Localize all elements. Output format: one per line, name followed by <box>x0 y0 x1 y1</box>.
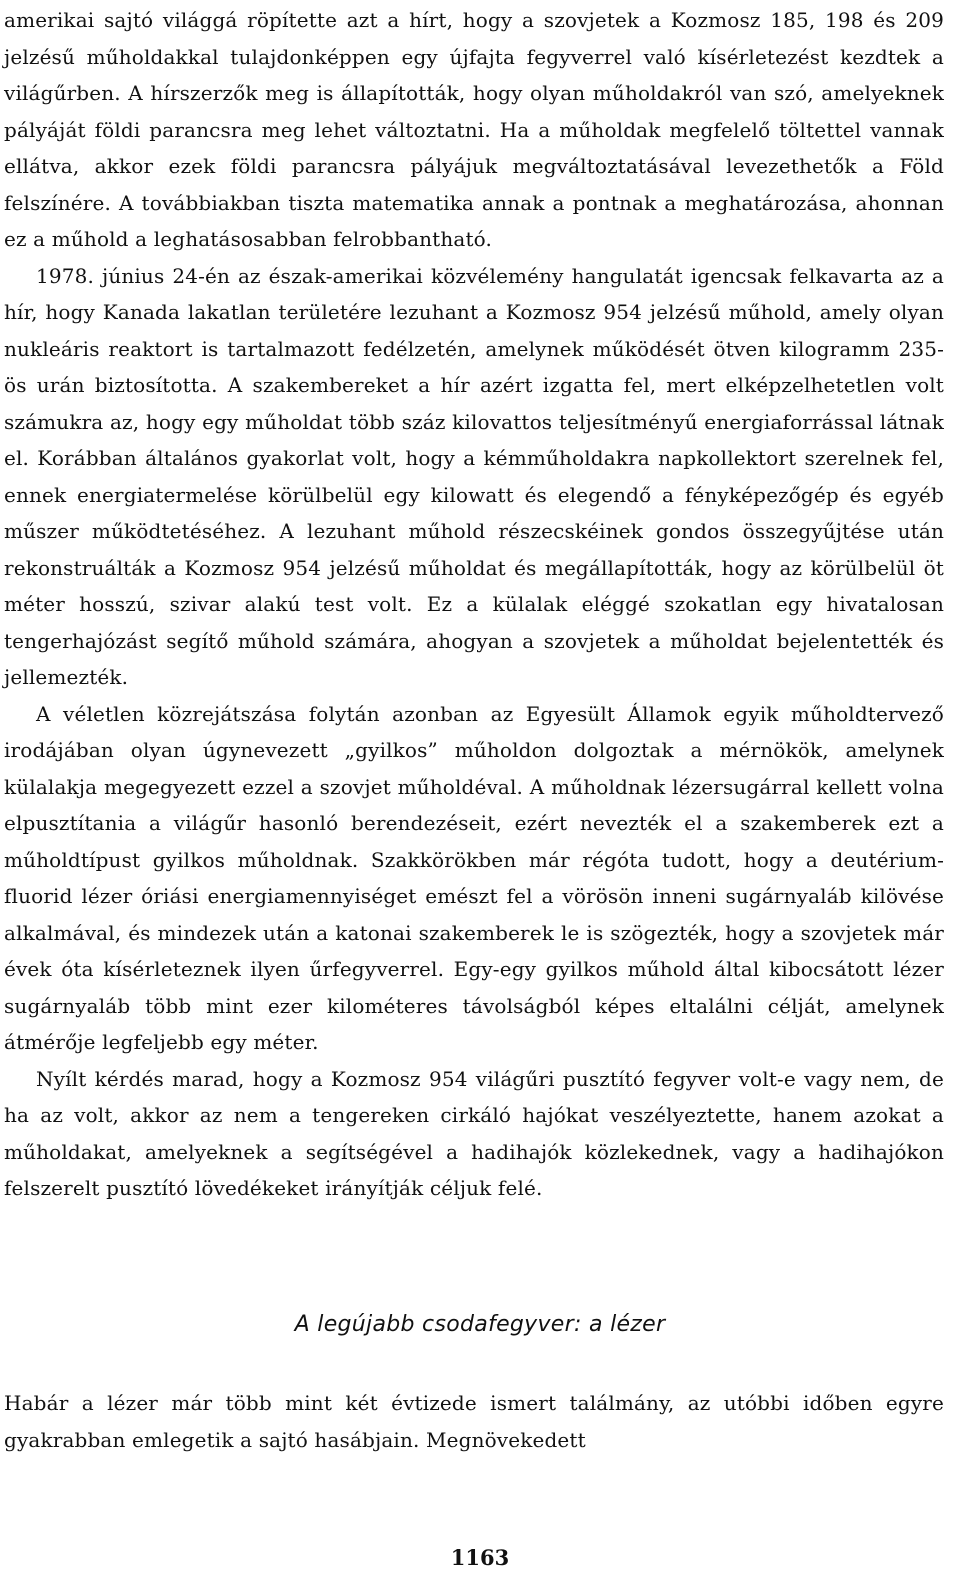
section-heading: A legújabb csodafegyver: a lézer <box>294 1312 666 1337</box>
paragraph-satellite-weapon-report: amerikai sajtó világgá röpítette azt a hírt, hogy a szovjetek a Kozmosz 185, 198 és 209 jelzésű műholdakkal tulajdonképpen egy újfajta fegyverrel való kísérletezést kezdtek a világűrben. A hírszerzők meg is állapították, hogy olyan műholdakról van szó, amelyeknek pályáját földi parancsra meg lehet változtatni. Ha a műholdak megfelelő töltettel vannak ellátva, akkor ezek földi parancsra pályájuk megváltoztatásával levezethetők a Föld felszínére. A továbbiakban tiszta matematika annak a pontnak a meghatározása, ahonnan ez a műhold a leghatásosabban felrobbantható. <box>4 8 944 251</box>
page-number: 1163 <box>450 1545 510 1570</box>
main-text-block <box>4 2 944 1207</box>
paragraph-open-question: Nyílt kérdés marad, hogy a Kozmosz 954 világűri pusztító fegyver volt-e vagy nem, de ha az volt, akkor az nem a tengereken cirkáló hajókat veszélyeztette, hanem azokat a műholdakat, amelyeknek a segítségével a hadihajók közlekednek, vagy a hadihajókon felszerelt pusztító lövedékeket irányítják céljuk felé. <box>4 1066 944 1200</box>
paragraph-laser-intro: Habár a lézer már több mint két évtizede ismert találmány, az utóbbi időben egyre gyakrabban emlegetik a sajtó hasábjain. Megnövekedett <box>4 1391 944 1452</box>
paragraph-kosmos-954-crash: 1978. június 24-én az észak-amerikai közvélemény hangulatát igencsak felkavarta az a hír, hogy Kanada lakatlan területére lezuhant a Kozmosz 954 jelzésű műhold, amely olyan nukleáris reaktort is tartalmazott fedélzetén, amelynek működését ötven kilogramm 235-ös urán biztosította. A szakembereket a hír azért izgatta fel, mert elképzelhetetlen volt számukra az, hogy egy műholdat több száz kilovattos teljesítményű energiaforrással látnak el. Korábban általános gyakorlat volt, hogy a kémműholdakra napkollektort szerelnek fel, ennek energiatermelése körülbelül egy kilowatt és elegendő a fényképezőgép és egyéb műszer működtetéséhez. A lezuhant műhold részecskéinek gondos összegyűjtése után rekonstruálták a Kozmosz 954 jelzésű műholdat és megállapították, hogy az körülbelül öt méter hosszú, szivar alakú test volt. Ez a külalak eléggé szokatlan egy hivatalosan tengerhajózást segítő műhold számára, ahogyan a szovjetek a műholdat bejelentették és jellemezték. <box>4 263 944 689</box>
paragraph-killer-satellite: A véletlen közrejátszása folytán azonban az Egyesült Államok egyik műholdtervező irodájában olyan úgynevezett „gyilkos” műholdon dolgoztak a mérnökök, amelynek külalakja megegyezett ezzel a szovjet műholdéval. A műholdnak lézersugárral kellett volna elpusztítania a világűr hasonló berendezéseit, ezért nevezték el a szakemberek ezt a műholdtípust gyilkos műholdnak. Szakkörökben már régóta tudott, hogy a deutérium-fluorid lézer óriási energiamennyiséget emészt fel a vörösön inneni sugárnyaláb kilövése alkalmával, és mindezek után a katonai szakemberek le is szögezték, hogy a szovjetek már évek óta kísérleteznek ilyen űrfegyverrel. Egy-egy gyilkos műhold által kibocsátott lézer sugárnyaláb több mint ezer kilométeres távolságból képes eltalálni célját, amelynek átmérője legfeljebb egy méter. <box>4 701 944 1054</box>
section-text-block <box>4 1385 944 1458</box>
